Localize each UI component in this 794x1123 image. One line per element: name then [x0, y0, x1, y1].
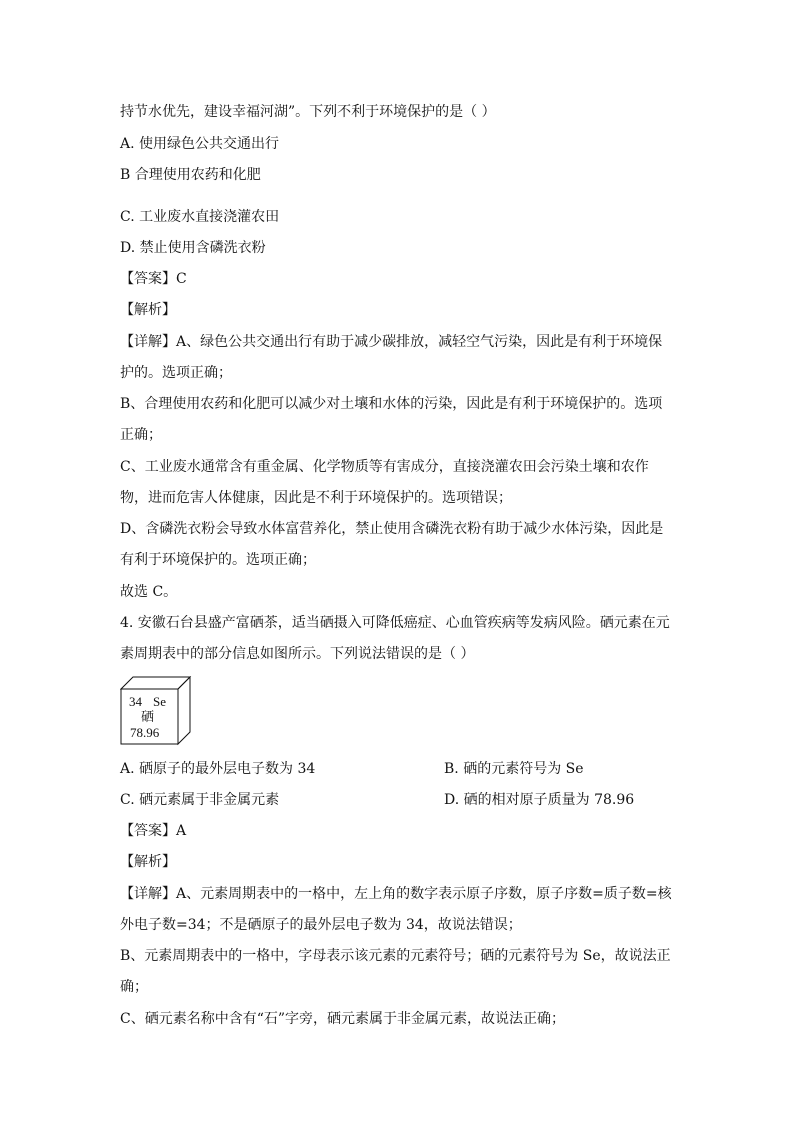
detail-line: 【详解】A、绿色公共交通出行有助于减少碳排放，减轻空气污染，因此是有利于环境保: [120, 334, 663, 350]
option-a: A. 使用绿色公共交通出行: [120, 136, 280, 152]
atomic-number: 34: [129, 694, 142, 709]
question-stem: 素周期表中的部分信息如图所示。下列说法错误的是（ ）: [120, 646, 475, 662]
detail-line: 护的。选项正确；: [120, 365, 232, 381]
detail-line: B、元素周期表中的一格中，字母表示该元素的元素符号；硒的元素符号为 Se，故说法正: [120, 948, 671, 964]
answer-label: 【答案】C: [120, 271, 187, 287]
answer-label: 【答案】A: [120, 823, 187, 839]
detail-line: B、合理使用农药和化肥可以减少对土壤和水体的污染，因此是有利于环境保护的。选项: [120, 396, 663, 412]
detail-line: 有利于环境保护的。选项正确；: [120, 552, 316, 568]
detail-line: 外电子数=34；不是硒原子的最外层电子数为 34，故说法错误；: [120, 917, 522, 933]
option-b: B 合理使用农药和化肥: [120, 167, 261, 183]
detail-line: C、硒元素名称中含有“石”字旁，硒元素属于非金属元素，故说法正确；: [120, 1011, 566, 1027]
atomic-mass: 78.96: [130, 725, 160, 740]
conclusion: 故选 C。: [120, 584, 178, 600]
detail-line: 确；: [120, 979, 148, 995]
option-c: C. 工业废水直接浇灌农田: [120, 209, 280, 225]
analysis-label: 【解析】: [120, 854, 176, 870]
option-d: D. 禁止使用含磷洗衣粉: [120, 240, 266, 256]
element-cell-figure: [120, 676, 230, 746]
option-a: A. 硒原子的最外层电子数为 34: [120, 761, 316, 777]
detail-line: C、工业废水通常含有重金属、化学物质等有害成分，直接浇灌农田会污染土壤和农作: [120, 459, 649, 475]
detail-line: D、含磷洗衣粉会导致水体富营养化，禁止使用含磷洗衣粉有助于减少水体污染，因此是: [120, 521, 664, 537]
option-d: D. 硒的相对原子质量为 78.96: [444, 792, 635, 808]
detail-line: 物，进而危害人体健康，因此是不利于环境保护的。选项错误；: [120, 490, 512, 506]
question-stem: 持节水优先，建设幸福河湖”。下列不利于环境保护的是（ ）: [120, 104, 496, 120]
question-stem: 4. 安徽石台县盛产富硒茶，适当硒摄入可降低癌症、心血管疾病等发病风险。硒元素在元: [120, 615, 670, 631]
analysis-label: 【解析】: [120, 302, 176, 318]
element-name: 硒: [141, 709, 155, 724]
detail-line: 【详解】A、元素周期表中的一格中，左上角的数字表示原子序数，原子序数=质子数=核: [120, 886, 672, 902]
option-c: C. 硒元素属于非金属元素: [120, 792, 280, 808]
element-symbol: Se: [153, 694, 166, 709]
detail-line: 正确；: [120, 427, 162, 443]
option-b: B. 硒的元素符号为 Se: [444, 761, 584, 777]
